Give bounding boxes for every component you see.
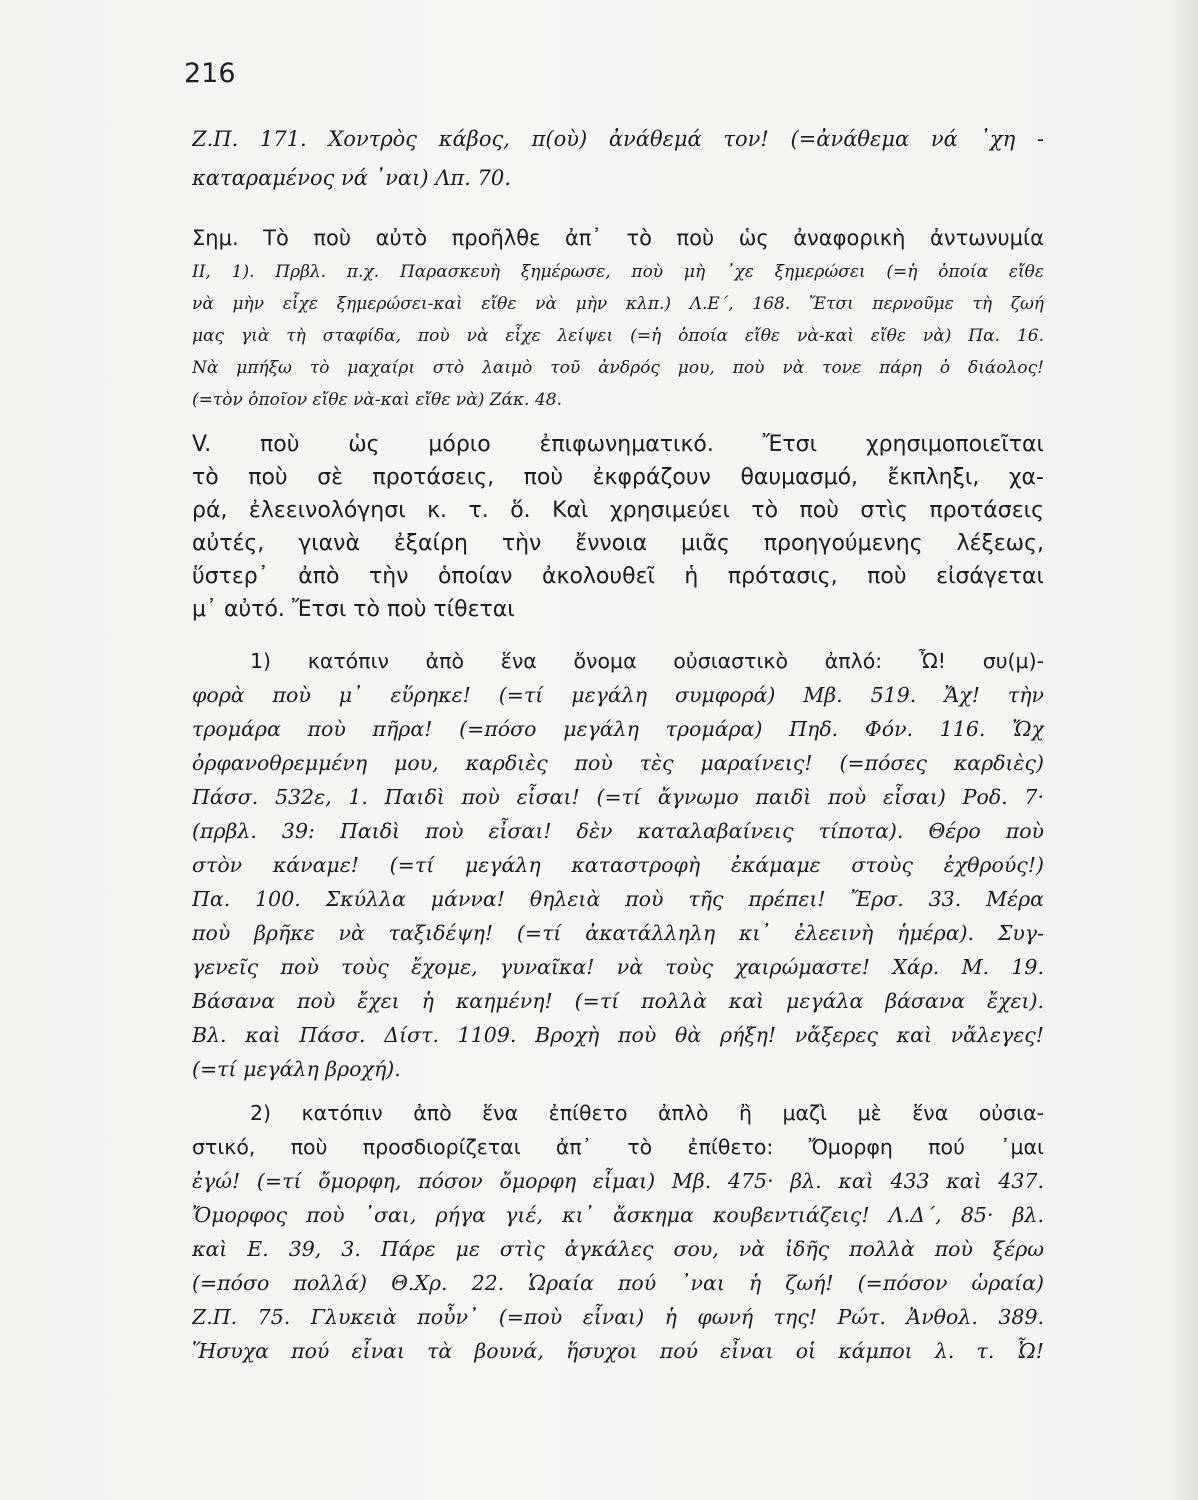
text-line: αὐτές, γιανὰ ἐξαίρη τὴν ἔννοια μιᾶς προηγούμενης λέξεως, [192,531,1044,556]
text-line: (=τί μεγάλη βροχή). [192,1057,401,1081]
text-line: μ᾿ αὐτό. Ἔτσι τὸ ποὺ τίθεται [192,597,515,622]
text-line: Βάσανα ποὺ ἔχει ἡ καημένη! (=τί πολλὰ καὶ μεγάλα βάσανα ἔχει). [192,989,1044,1013]
subsection-2-paragraph [192,1096,1044,1368]
text-line: Ὄμορφος ποὺ ᾿σαι, ρήγα γιέ, κι᾿ ἄσκημα κουβεντιάζεις! Λ.Δ΄, 85· βλ. [192,1203,1044,1227]
text-line: Πάσσ. 532ε, 1. Παιδὶ ποὺ εἶσαι! (=τί ἄγνωμο παιδὶ ποὺ εἶσαι) Ροδ. 7· [192,785,1044,809]
text-line: ὀρφανοθρεμμένη μου, καρδιὲς ποὺ τὲς μαραίνεις! (=πόσες καρδιὲς) [192,751,1044,775]
text-line: Ζ.Π. 171. Χοντρὸς κάβος, π(οὺ) ἀνάθεμά τον! (=ἀνάθεμα νά ᾿χη - [192,127,1044,151]
text-line: ποὺ βρῆκε νὰ ταξιδέψη! (=τί ἀκατάλληλη κι᾿ ἐλεεινὴ ἡμέρα). Συγ- [192,921,1044,945]
text-line: νὰ μὴν εἶχε ξημερώσει-καὶ εἴθε νὰ μὴν κλπ.) Λ.Ε΄, 168. Ἔτσι περνοῦμε τὴ ζωή [192,294,1044,314]
text-line: Ἥσυχα πού εἶναι τὰ βουνά, ἥσυχοι πού εἶναι οἱ κάμποι λ. τ. Ὦ! [192,1339,1044,1363]
text-line: Βλ. καὶ Πάσσ. Δίστ. 1109. Βροχὴ ποὺ θὰ ρήξη! νἄξερες καὶ νἄλεγες! [192,1023,1044,1047]
text-line: τρομάρα ποὺ πῆρα! (=πόσο μεγάλη τρομάρα) Πηδ. Φόν. 116. Ὤχ [192,717,1044,741]
text-line: ΙΙ, 1). Πρβλ. π.χ. Παρασκευὴ ξημέρωσε, ποὺ μὴ ᾿χε ξημερώσει (=ἡ ὁποία εἴθε [192,262,1044,282]
subsection-heading-line: 1) κατόπιν ἀπὸ ἕνα ὄνομα οὐσιαστικὸ ἀπλό: Ὦ! συ(μ)- [250,649,1044,673]
text-line: γενεῖς ποὺ τοὺς ἔχομε, γυναῖκα! νὰ τοὺς χαιρώμαστε! Χάρ. Μ. 19. [192,955,1044,979]
text-line: τὸ ποὺ σὲ προτάσεις, ποὺ ἐκφράζουν θαυμασμό, ἔκπληξι, χα- [192,465,1044,490]
text-line: καὶ Ε. 39, 3. Πάρε με στὶς ἀγκάλες σου, νὰ ἰδῆς πολλὰ ποὺ ξέρω [192,1237,1044,1261]
text-line: μας γιὰ τὴ σταφίδα, ποὺ νὰ εἶχε λείψει (=ἡ ὁποία εἴθε νὰ-καὶ εἴθε νὰ) Πα. 16. [192,326,1044,346]
text-line: καταραμένος νά ᾿ναι) Λπ. 70. [192,166,511,190]
text-line: Ζ.Π. 75. Γλυκειὰ ποὖν᾿ (=ποὺ εἶναι) ἡ φωνή της! Ρώτ. Ἀνθολ. 389. [192,1305,1044,1329]
section-v-paragraph [192,428,1044,626]
text-line: ἐγώ! (=τί ὄμορφη, πόσον ὄμορφη εἶμαι) Μβ. 475· βλ. καὶ 433 καὶ 437. [192,1169,1044,1193]
note-heading-line: Σημ. Τὸ ποὺ αὐτὸ προῆλθε ἀπ᾿ τὸ ποὺ ὡς ἀναφορικὴ ἀντωνυμία [192,226,1044,250]
text-line: ὕστερ᾿ ἀπὸ τὴν ὁποίαν ἀκολουθεῖ ἡ πρότασις, ποὺ εἰσάγεται [192,564,1044,589]
text-line: Νὰ μπήξω τὸ μαχαίρι στὸ λαιμὸ τοῦ ἀνδρός μου, ποὺ νὰ τονε πάρη ὁ διάολος! [192,358,1044,378]
note-paragraph [192,220,1044,416]
section-heading-line: V. ποὺ ὡς μόριο ἐπιφωνηματικό. Ἔτσι χρησιμοποιεῖται [192,432,1044,457]
page-number: 216 [184,58,236,89]
paragraph-zp171 [192,120,1044,198]
text-line: (=τὸν ὁποῖον εἴθε νὰ-καὶ εἴθε νὰ) Ζάκ. 48. [192,390,563,410]
text-line: ρά, ἐλεεινολόγησι κ. τ. ὅ. Καὶ χρησιμεύει τὸ ποὺ στὶς προτάσεις [192,498,1044,523]
text-line: Πα. 100. Σκύλλα μάννα! θηλειὰ ποὺ τῆς πρέπει! Ἔρσ. 33. Μέρα [192,887,1044,911]
subsection-1-paragraph [192,644,1044,1086]
text-line: (=πόσο πολλά) Θ.Χρ. 22. Ὡραία πού ᾿ναι ἡ ζωή! (=πόσον ὡραία) [192,1271,1044,1295]
subsection-heading-line: 2) κατόπιν ἀπὸ ἕνα ἐπίθετο ἀπλὸ ἢ μαζὶ μὲ ἕνα οὐσια- [250,1101,1044,1125]
text-line: φορὰ ποὺ μ᾿ εὕρηκε! (=τί μεγάλη συμφορά) Μβ. 519. Ἄχ! τὴν [192,683,1044,707]
text-line: (πρβλ. 39: Παιδὶ ποὺ εἶσαι! δὲν καταλαβαίνεις τίποτα). Θέρο ποὺ [192,819,1044,843]
text-line: στικό, ποὺ προσδιορίζεται ἀπ᾿ τὸ ἐπίθετο: Ὄμορφη πού ᾿μαι [192,1135,1044,1159]
text-line: στὸν κάναμε! (=τί μεγάλη καταστροφὴ ἐκάμαμε στοὺς ἐχθρούς!) [192,853,1044,877]
